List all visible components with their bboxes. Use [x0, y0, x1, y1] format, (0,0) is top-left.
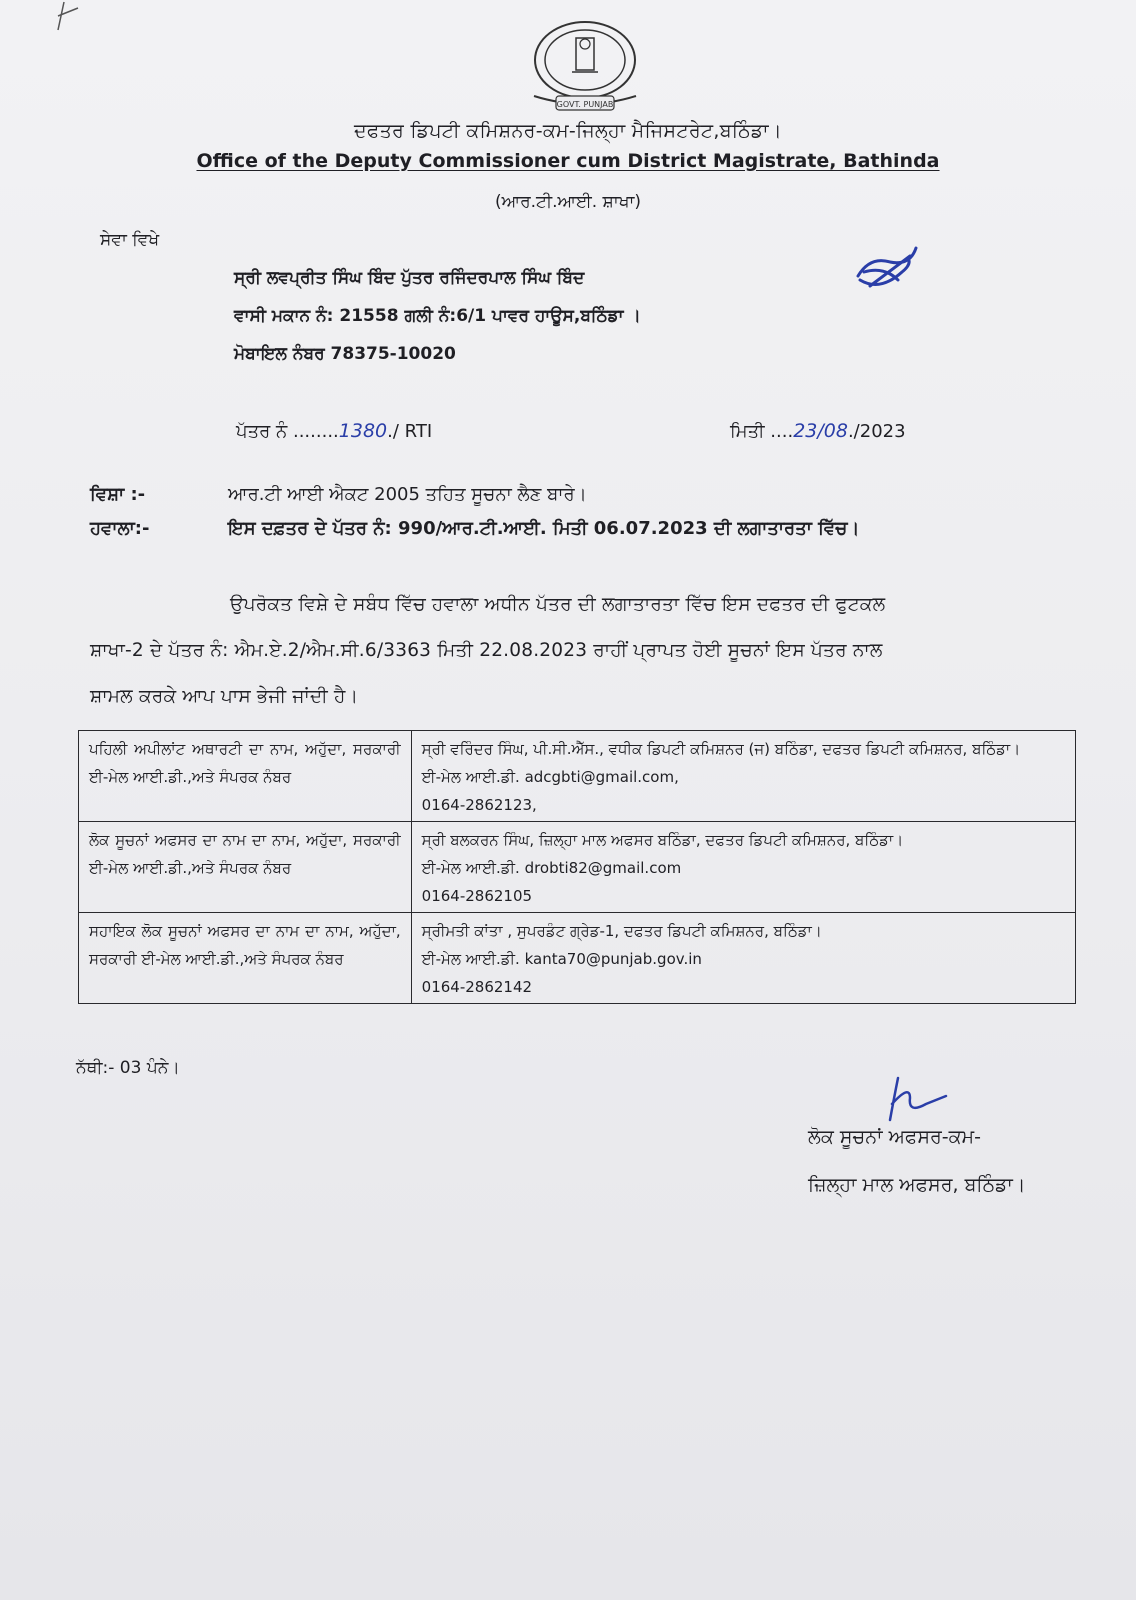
- pen-initial-mark: [850, 236, 924, 302]
- officer-email: ਈ-ਮੇਲ ਆਈ.ਡੀ. drobti82@gmail.com: [421, 859, 682, 877]
- letter-number-suffix: ./ RTI: [387, 421, 433, 442]
- body-line-1: ਉਪਰੋਕਤ ਵਿਸ਼ੇ ਦੇ ਸਬੰਧ ਵਿੱਚ ਹਵਾਲਾ ਅਧੀਨ ਪੱਤਰ ਦੀ ਲਗਾਤਾਰਤਾ ਵਿੱਚ ਇਸ ਦਫਤਰ ਦੀ ਫੁਟਕਲ: [230, 594, 886, 615]
- letter-date-handwritten: 23/08: [793, 420, 848, 442]
- officer-phone: 0164-2862142: [421, 978, 533, 996]
- table-cell-label: ਸਹਾਇਕ ਲੋਕ ਸੂਚਨਾਂ ਅਫਸਰ ਦਾ ਨਾਮ ਦਾ ਨਾਮ, ਅਹੁੱਦਾ, ਸਰਕਾਰੀ ਈ-ਮੇਲ ਆਈ.ਡੀ.,ਅਤੇ ਸੰਪਰਕ ਨੰਬਰ: [79, 913, 412, 1004]
- reference-text: ਇਸ ਦਫ਼ਤਰ ਦੇ ਪੱਤਰ ਨੰ: 990/ਆਰ.ਟੀ.ਆਈ. ਮਿਤੀ 06.07.2023 ਦੀ ਲਗਾਤਾਰਤਾ ਵਿੱਚ।: [228, 518, 860, 539]
- officer-phone: 0164-2862123,: [421, 796, 537, 814]
- officer-details-table: [78, 730, 1076, 1004]
- corner-pen-stroke: [54, 0, 84, 40]
- letter-date-suffix: ./2023: [847, 421, 906, 442]
- officer-name: ਸ੍ਰੀ ਵਰਿੰਦਰ ਸਿੰਘ, ਪੀ.ਸੀ.ਐੱਸ., ਵਧੀਕ ਡਿਪਟੀ ਕਮਿਸ਼ਨਰ (ਜ) ਬਠਿੰਡਾ, ਦਫਤਰ ਡਿਪਟੀ ਕਮਿਸ਼ਨਰ, ਬਠਿੰਡਾ।: [421, 740, 1021, 758]
- signature-mark: [880, 1074, 950, 1126]
- body-line-2: ਸ਼ਾਖਾ-2 ਦੇ ਪੱਤਰ ਨੰ: ਐਮ.ਏ.2/ਐਮ.ਸੀ.6/3363 ਮਿਤੀ 22.08.2023 ਰਾਹੀਂ ਪ੍ਰਾਪਤ ਹੋਈ ਸੂਚਨਾਂ ਇਸ ਪੱਤਰ ਨਾਲ: [90, 640, 883, 661]
- table-row: [79, 731, 1076, 822]
- table-cell-details: [411, 913, 1075, 1004]
- officer-phone: 0164-2862105: [421, 887, 533, 905]
- table-cell-details: [411, 822, 1075, 913]
- enclosure-note: ਨੱਥੀ:- 03 ਪੰਨੇ।: [76, 1058, 180, 1078]
- subject-text: ਆਰ.ਟੀ ਆਈ ਐਕਟ 2005 ਤਹਿਤ ਸੂਚਨਾ ਲੈਣ ਬਾਰੇ।: [228, 484, 587, 505]
- letter-date-prefix: ਮਿਤੀ ....: [730, 421, 794, 442]
- addressee-salutation: ਸੇਵਾ ਵਿਖੇ: [100, 230, 160, 250]
- subject-label: ਵਿਸ਼ਾ :-: [90, 484, 146, 505]
- addressee-name: ਸ੍ਰੀ ਲਵਪ੍ਰੀਤ ਸਿੰਘ ਬਿੰਦ ਪੁੱਤਰ ਰਜਿੰਦਰਪਾਲ ਸਿੰਘ ਬਿੰਦ: [234, 268, 585, 288]
- branch-label: (ਆਰ.ਟੀ.ਆਈ. ਸ਼ਾਖਾ): [494, 192, 642, 212]
- table-row: [79, 913, 1076, 1004]
- signatory-title-line-1: ਲੋਕ ਸੂਚਨਾਂ ਅਫਸਰ-ਕਮ-: [808, 1126, 981, 1148]
- officer-email: ਈ-ਮੇਲ ਆਈ.ਡੀ. kanta70@punjab.gov.in: [421, 950, 702, 968]
- letter-number-handwritten: 1380: [338, 420, 388, 442]
- punjab-emblem-icon: [526, 20, 644, 116]
- table-cell-label: ਲੋਕ ਸੂਚਨਾਂ ਅਫਸਰ ਦਾ ਨਾਮ ਦਾ ਨਾਮ, ਅਹੁੱਦਾ, ਸਰਕਾਰੀ ਈ-ਮੇਲ ਆਈ.ਡੀ.,ਅਤੇ ਸੰਪਰਕ ਨੰਬਰ: [79, 822, 412, 913]
- officer-email: ਈ-ਮੇਲ ਆਈ.ਡੀ. adcgbti@gmail.com,: [421, 768, 679, 786]
- office-title-punjabi: ਦਫਤਰ ਡਿਪਟੀ ਕਮਿਸ਼ਨਰ-ਕਮ-ਜਿਲ੍ਹਾ ਮੈਜਿਸਟਰੇਟ,ਬਠਿੰਡਾ।: [354, 120, 782, 142]
- table-row: [79, 822, 1076, 913]
- officer-name: ਸ੍ਰੀਮਤੀ ਕਾਂਤਾ , ਸੁਪਰਡੰਟ ਗ੍ਰੇਡ-1, ਦਫਤਰ ਡਿਪਟੀ ਕਮਿਸ਼ਨਰ, ਬਠਿੰਡਾ।: [421, 922, 822, 940]
- reference-label: ਹਵਾਲਾ:-: [90, 518, 150, 539]
- table-cell-label: ਪਹਿਲੀ ਅਪੀਲਾਂਟ ਅਥਾਰਟੀ ਦਾ ਨਾਮ, ਅਹੁੱਦਾ, ਸਰਕਾਰੀ ਈ-ਮੇਲ ਆਈ.ਡੀ.,ਅਤੇ ਸੰਪਰਕ ਨੰਬਰ: [79, 731, 412, 822]
- body-line-3: ਸ਼ਾਮਲ ਕਰਕੇ ਆਪ ਪਾਸ ਭੇਜੀ ਜਾਂਦੀ ਹੈ।: [90, 686, 359, 707]
- letter-date: [730, 420, 906, 442]
- addressee-address: ਵਾਸੀ ਮਕਾਨ ਨੰ: 21558 ਗਲੀ ਨੰ:6/1 ਪਾਵਰ ਹਾਊਸ,ਬਠਿੰਡਾ ।: [234, 306, 641, 326]
- office-title-english: [0, 150, 1136, 172]
- table-cell-details: [411, 731, 1075, 822]
- signatory-title-line-2: ਜ਼ਿਲ੍ਹਾ ਮਾਲ ਅਫਸਰ, ਬਠਿੰਡਾ।: [808, 1174, 1026, 1196]
- addressee-mobile: ਮੋਬਾਇਲ ਨੰਬਰ 78375-10020: [234, 344, 456, 364]
- emblem-label: GOVT. PUNJAB: [556, 100, 614, 109]
- letter-number-prefix: ਪੱਤਰ ਨੰ ........: [236, 421, 339, 442]
- office-title-english-text: Office of the Deputy Commissioner cum District Magistrate, Bathinda: [196, 150, 940, 172]
- letter-number: [236, 420, 432, 442]
- officer-name: ਸ੍ਰੀ ਬਲਕਰਨ ਸਿੰਘ, ਜ਼ਿਲ੍ਹਾ ਮਾਲ ਅਫਸਰ ਬਠਿੰਡਾ, ਦਫਤਰ ਡਿਪਟੀ ਕਮਿਸ਼ਨਰ, ਬਠਿੰਡਾ।: [421, 831, 904, 849]
